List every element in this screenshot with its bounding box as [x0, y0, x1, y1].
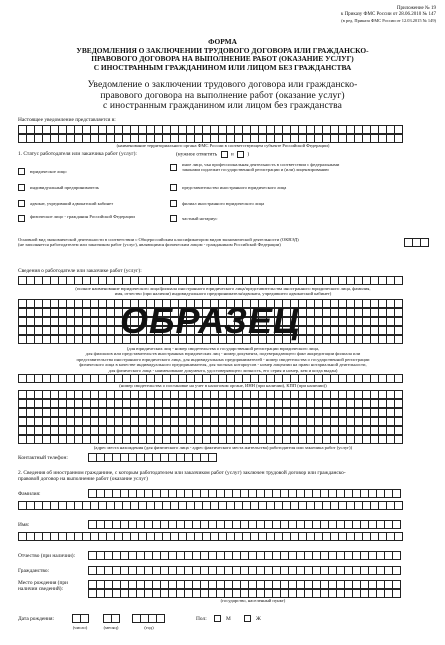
- presented-to-row2[interactable]: [18, 134, 402, 143]
- address-row1[interactable]: [18, 399, 402, 408]
- section1-note: (нужное отметить и ): [176, 151, 250, 158]
- note-checkbox-v: [237, 151, 244, 158]
- section2-label-line2: правовой договор на выполнение работ (оказание услуг): [18, 476, 148, 483]
- appendix-number: Приложение № 19: [396, 6, 436, 11]
- name-cells-2[interactable]: [18, 532, 402, 541]
- status-checkbox-lawyer[interactable]: [18, 200, 25, 207]
- phone-cells[interactable]: [88, 453, 216, 462]
- status-checkbox-individual[interactable]: [18, 215, 25, 222]
- status-option-other-person: иное лицо, чья профессиональная деятельность в соответствии с федеральными законами подлежит государственной регистрации и (или) лицензированию: [182, 162, 340, 173]
- input-cell[interactable]: [392, 489, 401, 498]
- appendix-header: [250, 6, 436, 25]
- sample-stamp: ОБРАЗЕЦ: [120, 300, 301, 341]
- registration-caption-line3: представительства иностранного юридического лица, для индивидуальных предпринимателей - номер свидетельства о государственной регистрации: [76, 356, 370, 362]
- form-title-line2: ПРАВОВОГО ДОГОВОРА НА ВЫПОЛНЕНИЕ РАБОТ (ОКАЗАНИЕ УСЛУГ): [91, 54, 354, 64]
- status-checkbox-branch[interactable]: [170, 200, 177, 207]
- birthplace-label: [18, 580, 68, 593]
- input-cell[interactable]: [392, 520, 401, 529]
- input-cell[interactable]: [394, 326, 403, 335]
- section1-note-text: (нужное отметить: [176, 151, 218, 158]
- input-cell[interactable]: [394, 417, 403, 426]
- notice-title-line2: правового договора на выполнение работ (оказание услуг): [100, 89, 345, 101]
- input-cell[interactable]: [394, 134, 403, 143]
- citizenship-label: Гражданство:: [18, 568, 50, 574]
- birthplace-label-line2: наличии сведений):: [18, 586, 64, 593]
- address-row4[interactable]: [18, 426, 402, 435]
- input-cell[interactable]: [394, 317, 403, 326]
- registration-caption: [18, 346, 428, 373]
- dob-year-cells[interactable]: [132, 614, 164, 623]
- dob-year-caption: (год): [144, 625, 154, 630]
- input-cell[interactable]: [394, 532, 403, 541]
- dob-day-cells[interactable]: [72, 614, 88, 623]
- input-cell[interactable]: [394, 276, 403, 285]
- status-checkbox-representation[interactable]: [170, 184, 177, 191]
- status-checkbox-legal-entity[interactable]: [18, 168, 25, 175]
- input-cell[interactable]: [394, 374, 403, 383]
- registration-caption-line5: для физического лица - наименование документа, удостоверяющего личность, его серия и номер, кем и когда выдан): [108, 367, 338, 373]
- okved-text2: (не заполняется работодателем или заказчиком работ (услуг), являющимся физическим лицом - гражданином Российской Федерации): [18, 242, 281, 248]
- notice-title-line1: Уведомление о заключении трудового договора или гражданско-: [87, 79, 358, 90]
- status-option-legal-entity: юридическое лицо: [30, 169, 67, 174]
- citizenship-cells[interactable]: [88, 566, 400, 575]
- address-caption: (адрес места нахождения (для физического лица - адрес фактического места жительства) работодателя или заказчика работ (услуг)): [93, 445, 353, 450]
- input-cell[interactable]: [394, 390, 403, 399]
- registration-caption-line4: физического лица в качестве индивидуального предпринимателя, для частных нотариусов - номер лицензии на право нотариальной деятельности,: [79, 362, 367, 368]
- input-cell[interactable]: [394, 399, 403, 408]
- status-checkbox-entrepreneur[interactable]: [18, 184, 25, 191]
- registration-caption-line1: (для юридических лиц - номер свидетельства о государственной регистрации юридического лица,: [126, 346, 320, 351]
- appendix-revision: (в ред. Приказа ФМС России от 12.03.2015 № 149): [341, 18, 436, 24]
- status-checkbox-notary[interactable]: [170, 215, 177, 222]
- okved-text: Основной вид экономической деятельности в соответствии с Общероссийским классификатором видов экономической деятельности (ОКВЭД): [18, 237, 299, 242]
- input-cell[interactable]: [394, 125, 403, 134]
- form-title: [20, 38, 425, 72]
- input-cell[interactable]: [392, 580, 401, 589]
- input-cell[interactable]: [392, 589, 401, 598]
- address-row2[interactable]: [18, 408, 402, 417]
- input-cell[interactable]: [394, 308, 403, 317]
- birthplace-caption: (государство, населенный пункт): [220, 598, 286, 603]
- tax-caption: (номер свидетельства о постановке на учет в налоговом органе, ИНН (при наличии), КПП (при наличии)): [119, 383, 327, 388]
- sex-female-label: Ж: [256, 616, 261, 622]
- status-option-lawyer: адвокат, учредивший адвокатский кабинет: [30, 201, 114, 206]
- input-cell[interactable]: [80, 614, 89, 623]
- dob-label: Дата рождения:: [18, 616, 54, 622]
- sex-male-checkbox[interactable]: [214, 615, 221, 622]
- status-option-representation: представительство иностранного юридического лица: [182, 185, 287, 190]
- notice-title-line3: с иностранным гражданином или лицом без гражданства: [102, 100, 343, 112]
- name-cells[interactable]: [88, 520, 400, 529]
- status-option-notary: частный нотариус: [182, 216, 218, 221]
- dob-day-caption: (число): [72, 625, 88, 630]
- employer-caption-line1: (полное наименование юридического лица/филиала иностранного юридического лица/представительства иностранного юридического лица, фамилия,: [75, 286, 371, 291]
- sex-male-label: М: [226, 616, 231, 622]
- presented-to-label: Настоящее уведомление представляется в:: [18, 117, 116, 123]
- input-cell[interactable]: [156, 614, 165, 623]
- notice-title: [20, 80, 425, 112]
- input-cell[interactable]: [111, 614, 120, 623]
- section2-label: [18, 470, 423, 483]
- name-label: Имя:: [18, 522, 30, 528]
- status-option-individual: физическое лицо - гражданин Российской Федерации: [30, 214, 135, 219]
- input-cell[interactable]: [394, 335, 403, 344]
- okved-code-cells[interactable]: [404, 238, 428, 247]
- sex-label: Пол:: [196, 616, 207, 622]
- patronymic-cells[interactable]: [88, 551, 400, 560]
- status-option-entrepreneur: индивидуальный предприниматель: [30, 185, 99, 190]
- status-option-branch: филиал иностранного юридического лица: [182, 201, 265, 206]
- input-cell[interactable]: [208, 453, 217, 462]
- surname-cells-2[interactable]: [18, 501, 402, 510]
- input-cell[interactable]: [392, 551, 401, 560]
- section2-label-line1: 2. Сведения об иностранном гражданине, с которым работодателем или заказчиком работ (услуг) заключен трудовой договор или гражданско-: [18, 470, 346, 476]
- section1-label: 1. Статус работодателя или заказчика работ (услуг):: [18, 151, 137, 157]
- presented-to-caption: (наименование территориального органа ФМС России в соответствующем субъекте Российской Федерации): [116, 143, 330, 148]
- section1-note-end: ): [247, 151, 250, 158]
- input-cell[interactable]: [394, 501, 403, 510]
- input-cell[interactable]: [392, 566, 401, 575]
- dob-month-cells[interactable]: [103, 614, 119, 623]
- patronymic-label: Отчество (при наличии):: [18, 553, 76, 559]
- presented-to-row1[interactable]: [18, 125, 402, 134]
- phone-label: Контактный телефон:: [18, 455, 68, 461]
- tax-row2[interactable]: [18, 390, 402, 399]
- appendix-order: к Приказу ФМС России от 28.06.2010 № 147: [340, 12, 436, 18]
- form-label: ФОРМА: [208, 37, 237, 46]
- birthplace-cells-2[interactable]: [88, 589, 400, 598]
- surname-label: Фамилия:: [18, 491, 41, 497]
- input-cell[interactable]: [394, 299, 403, 308]
- tax-row1[interactable]: [18, 374, 402, 383]
- sex-female-checkbox[interactable]: [244, 615, 251, 622]
- employer-row1[interactable]: [18, 276, 402, 285]
- input-cell[interactable]: [394, 435, 403, 444]
- employer-caption: [18, 286, 428, 297]
- okved-label: [18, 237, 398, 248]
- input-cell[interactable]: [420, 238, 429, 247]
- address-row3[interactable]: [18, 417, 402, 426]
- dob-month-caption: (месяц): [103, 625, 119, 630]
- birthplace-cells[interactable]: [88, 580, 400, 589]
- note-checkbox-x: [221, 151, 228, 158]
- status-checkbox-other-person[interactable]: [170, 164, 177, 171]
- registration-caption-line2: для филиалов или представительств иностранных юридических лиц - номер документа, подтверждающего факт аккредитации филиала или: [85, 351, 361, 357]
- surname-cells[interactable]: [88, 489, 400, 498]
- form-title-line3: С ИНОСТРАННЫМ ГРАЖДАНИНОМ ИЛИ ЛИЦОМ БЕЗ ГРАЖДАНСТВА: [93, 62, 352, 72]
- employer-label: Сведения о работодателе или заказчике работ (услуг):: [18, 268, 142, 274]
- input-cell[interactable]: [394, 426, 403, 435]
- input-cell[interactable]: [394, 408, 403, 417]
- form-title-line1: УВЕДОМЛЕНИЯ О ЗАКЛЮЧЕНИИ ТРУДОВОГО ДОГОВОРА ИЛИ ГРАЖДАНСКО-: [76, 45, 369, 55]
- address-row5[interactable]: [18, 435, 402, 444]
- birthplace-label-line1: Место рождения (при: [18, 580, 68, 586]
- employer-caption-line2: имя, отчество (при наличии) индивидуального предпринимателя/адвоката, учредившего адвокатский кабинет): [114, 291, 332, 297]
